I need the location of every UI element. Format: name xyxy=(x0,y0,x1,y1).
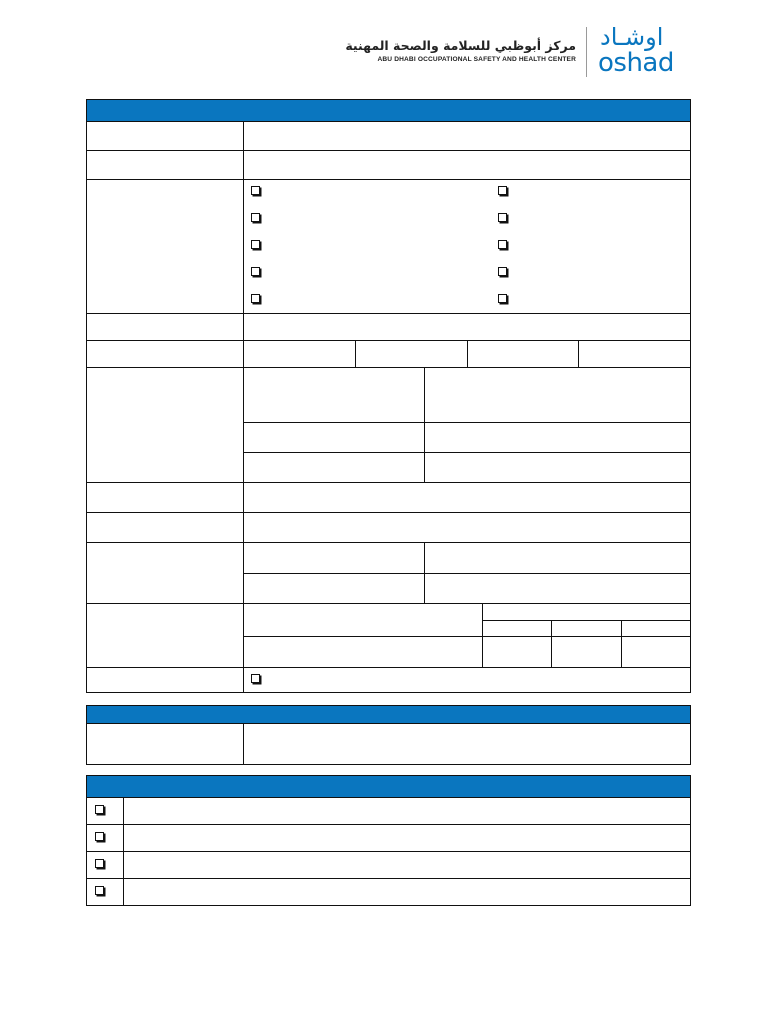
row-9-sublabel-2 xyxy=(243,573,425,604)
checkbox-icon[interactable] xyxy=(95,832,104,841)
checkbox-icon[interactable] xyxy=(498,240,507,249)
row-9-field-2[interactable] xyxy=(424,573,691,604)
row-11-label xyxy=(86,667,244,693)
row-8-label xyxy=(86,512,244,543)
row-6-field-3[interactable] xyxy=(424,452,691,483)
checkbox-icon[interactable] xyxy=(251,294,260,303)
row-9-label xyxy=(86,542,244,604)
checkbox-icon[interactable] xyxy=(95,805,104,814)
checkbox-icon[interactable] xyxy=(95,859,104,868)
row-6-sublabel-1 xyxy=(243,367,425,423)
row-5-field-4[interactable] xyxy=(578,340,691,368)
checklist-text xyxy=(123,851,691,879)
org-name-english: ABU DHABI OCCUPATIONAL SAFETY AND HEALTH CENTER xyxy=(377,56,576,63)
row-10-field-1[interactable] xyxy=(482,636,552,668)
checkbox-group-label xyxy=(86,179,244,314)
checklist-cell xyxy=(86,851,124,879)
section-2-header xyxy=(86,705,691,724)
row-7-label xyxy=(86,482,244,513)
section-3-header xyxy=(86,775,691,798)
row-9-field-1[interactable] xyxy=(424,542,691,574)
row-2-field[interactable] xyxy=(243,150,691,180)
checklist-cell xyxy=(86,878,124,906)
row-10-field-2[interactable] xyxy=(551,636,622,668)
row-1-label xyxy=(86,121,244,151)
row-2-label xyxy=(86,150,244,180)
checklist-text xyxy=(123,824,691,852)
checklist-cell xyxy=(86,797,124,825)
row-10-col-header-1 xyxy=(482,620,552,637)
org-name-arabic: مركز أبوظبي للسلامة والصحة المهنية xyxy=(345,38,576,53)
checkbox-icon[interactable] xyxy=(251,240,260,249)
logo-english-text: oshad xyxy=(598,48,674,78)
row-11-field xyxy=(243,667,691,693)
row-5-field-3[interactable] xyxy=(467,340,579,368)
row-1-field[interactable] xyxy=(243,121,691,151)
checkbox-icon[interactable] xyxy=(498,186,507,195)
row-8-field[interactable] xyxy=(243,512,691,543)
row-6-field-2[interactable] xyxy=(424,422,691,453)
checkbox-icon[interactable] xyxy=(251,186,260,195)
section-2-field[interactable] xyxy=(243,723,691,765)
checklist-text xyxy=(123,797,691,825)
checkbox-icon[interactable] xyxy=(95,886,104,895)
row-10-label xyxy=(86,603,244,668)
checkbox-group xyxy=(243,179,691,314)
checklist-cell xyxy=(86,824,124,852)
logo-arabic-text: اوشـاد xyxy=(600,23,664,51)
row-10-sublabel-1 xyxy=(243,603,483,637)
section-2-label xyxy=(86,723,244,765)
row-10-field-3[interactable] xyxy=(621,636,691,668)
row-7-field[interactable] xyxy=(243,482,691,513)
row-6-sublabel-2 xyxy=(243,422,425,453)
row-5-field-1[interactable] xyxy=(243,340,356,368)
checkbox-icon[interactable] xyxy=(498,294,507,303)
row-4-label xyxy=(86,313,244,341)
checklist-text xyxy=(123,878,691,906)
row-6-label xyxy=(86,367,244,483)
row-9-sublabel-1 xyxy=(243,542,425,574)
row-10-sublabel-2 xyxy=(243,636,483,668)
checkbox-icon[interactable] xyxy=(498,213,507,222)
row-4-field[interactable] xyxy=(243,313,691,341)
row-5-label xyxy=(86,340,244,368)
checkbox-icon[interactable] xyxy=(498,267,507,276)
row-5-field-2[interactable] xyxy=(355,340,468,368)
section-1-header xyxy=(86,99,691,122)
row-10-col-header-2 xyxy=(551,620,622,637)
checkbox-icon[interactable] xyxy=(251,267,260,276)
row-10-col-header-3 xyxy=(621,620,691,637)
checkbox-icon[interactable] xyxy=(251,674,260,683)
row-6-sublabel-3 xyxy=(243,452,425,483)
checkbox-icon[interactable] xyxy=(251,213,260,222)
header-divider xyxy=(586,27,587,77)
row-6-field-1[interactable] xyxy=(424,367,691,423)
row-10-group-header xyxy=(482,603,691,621)
